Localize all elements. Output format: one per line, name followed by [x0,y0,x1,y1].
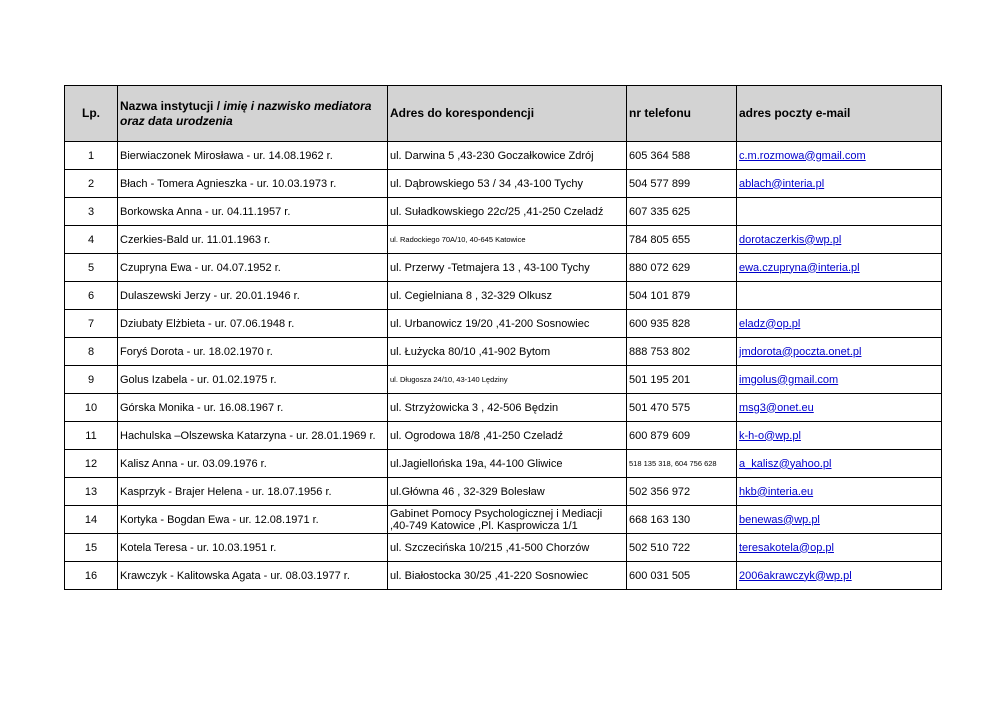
row-phone: 600 031 505 [627,562,737,590]
table-row [65,226,942,254]
table-row [65,310,942,338]
row-lp: 14 [65,506,118,534]
email-link[interactable]: jmdorota@poczta.onet.pl [739,345,862,358]
row-name: Golus Izabela - ur. 01.02.1975 r. [118,366,388,394]
row-name: Dziubaty Elżbieta - ur. 07.06.1948 r. [118,310,388,338]
row-lp: 15 [65,534,118,562]
table-row [65,506,942,534]
row-phone: 605 364 588 [627,142,737,170]
row-address: ul. Łużycka 80/10 ,41-902 Bytom [388,338,627,366]
row-phone: 607 335 625 [627,198,737,226]
row-phone: 600 935 828 [627,310,737,338]
row-email-cell [737,534,942,562]
row-name: Foryś Dorota - ur. 18.02.1970 r. [118,338,388,366]
row-phone: 502 510 722 [627,534,737,562]
header-phone: nr telefonu [627,86,737,142]
header-lp: Lp. [65,86,118,142]
row-name: Kotela Teresa - ur. 10.03.1951 r. [118,534,388,562]
email-link[interactable]: hkb@interia.eu [739,485,814,498]
table-row [65,450,942,478]
row-lp: 12 [65,450,118,478]
email-link[interactable]: a_kalisz@yahoo.pl [739,457,832,470]
email-link[interactable]: 2006akrawczyk@wp.pl [739,569,852,582]
row-lp: 8 [65,338,118,366]
header-row [65,86,942,142]
header-name-plain: Nazwa instytucji / [120,98,224,113]
table-row [65,338,942,366]
row-email-cell [737,478,942,506]
row-lp: 16 [65,562,118,590]
row-email-cell [737,366,942,394]
row-name: Kalisz Anna - ur. 03.09.1976 r. [118,450,388,478]
table-row [65,366,942,394]
table-row [65,282,942,310]
email-link[interactable]: teresakotela@op.pl [739,541,834,554]
row-address: ul. Strzyżowicka 3 , 42-506 Będzin [388,394,627,422]
row-phone: 668 163 130 [627,506,737,534]
row-lp: 9 [65,366,118,394]
row-phone: 880 072 629 [627,254,737,282]
row-email-cell [737,394,942,422]
row-lp: 7 [65,310,118,338]
row-email-cell [737,338,942,366]
mediators-table [64,85,942,590]
table-row [65,534,942,562]
row-address: ul. Dąbrowskiego 53 / 34 ,43-100 Tychy [388,170,627,198]
row-email-cell [737,282,942,310]
row-lp: 2 [65,170,118,198]
row-address: ul.Jagiellońska 19a, 44-100 Gliwice [388,450,627,478]
row-phone: 888 753 802 [627,338,737,366]
row-email-cell [737,254,942,282]
table-row [65,422,942,450]
table-row [65,198,942,226]
row-phone: 502 356 972 [627,478,737,506]
email-link[interactable]: eladz@op.pl [739,317,801,330]
row-phone: 518 135 318, 604 756 628 [627,450,737,478]
row-name: Kortyka - Bogdan Ewa - ur. 12.08.1971 r. [118,506,388,534]
row-phone: 501 195 201 [627,366,737,394]
email-link[interactable]: ewa.czupryna@interia.pl [739,261,860,274]
email-link[interactable]: k-h-o@wp.pl [739,429,801,442]
row-address: ul. Urbanowicz 19/20 ,41-200 Sosnowiec [388,310,627,338]
row-email-cell [737,506,942,534]
row-address: ul. Radockiego 70A/10, 40-645 Katowice [388,226,627,254]
row-phone: 600 879 609 [627,422,737,450]
row-lp: 5 [65,254,118,282]
row-email-cell [737,142,942,170]
row-address: ul. Białostocka 30/25 ,41-220 Sosnowiec [388,562,627,590]
header-name-italic: imię i nazwisko mediatora oraz data urodzenia [120,98,372,128]
row-address: ul. Ogrodowa 18/8 ,41-250 Czeladź [388,422,627,450]
row-lp: 1 [65,142,118,170]
table-row [65,394,942,422]
row-name: Krawczyk - Kalitowska Agata - ur. 08.03.1977 r. [118,562,388,590]
row-name: Dulaszewski Jerzy - ur. 20.01.1946 r. [118,282,388,310]
row-email-cell [737,562,942,590]
row-lp: 13 [65,478,118,506]
row-name: Bierwiaczonek Mirosława - ur. 14.08.1962 r. [118,142,388,170]
email-link[interactable]: c.m.rozmowa@gmail.com [739,149,866,162]
table-row [65,562,942,590]
email-link[interactable]: ablach@interia.pl [739,177,825,190]
row-address: ul. Przerwy -Tetmajera 13 , 43-100 Tychy [388,254,627,282]
row-name: Czerkies-Bald ur. 11.01.1963 r. [118,226,388,254]
row-email-cell [737,450,942,478]
row-lp: 4 [65,226,118,254]
row-name: Borkowska Anna - ur. 04.11.1957 r. [118,198,388,226]
row-address: ul. Cegielniana 8 , 32-329 Olkusz [388,282,627,310]
table-row [65,254,942,282]
email-link[interactable]: benewas@wp.pl [739,513,820,526]
email-link[interactable]: dorotaczerkis@wp.pl [739,233,842,246]
row-email-cell [737,170,942,198]
row-name: Czupryna Ewa - ur. 04.07.1952 r. [118,254,388,282]
row-email-cell [737,198,942,226]
row-address: ul.Główna 46 , 32-329 Bolesław [388,478,627,506]
row-lp: 3 [65,198,118,226]
row-address: ul. Darwina 5 ,43-230 Goczałkowice Zdrój [388,142,627,170]
row-lp: 6 [65,282,118,310]
row-name: Kasprzyk - Brajer Helena - ur. 18.07.1956 r. [118,478,388,506]
table-row [65,478,942,506]
row-address: ul. Szczecińska 10/215 ,41-500 Chorzów [388,534,627,562]
row-name: Błach - Tomera Agnieszka - ur. 10.03.1973 r. [118,170,388,198]
email-link[interactable]: msg3@onet.eu [739,401,814,414]
row-lp: 10 [65,394,118,422]
table-row [65,170,942,198]
row-phone: 784 805 655 [627,226,737,254]
row-name: Górska Monika - ur. 16.08.1967 r. [118,394,388,422]
row-email-cell [737,310,942,338]
row-address: ul. Suładkowskiego 22c/25 ,41-250 Czeladź [388,198,627,226]
header-address: Adres do korespondencji [388,86,627,142]
row-phone: 504 101 879 [627,282,737,310]
email-link[interactable]: imgolus@gmail.com [739,373,839,386]
row-name: Hachulska –Olszewska Katarzyna - ur. 28.01.1969 r. [118,422,388,450]
row-email-cell [737,422,942,450]
row-email-cell [737,226,942,254]
row-address: ul. Długosza 24/10, 43-140 Lędziny [388,366,627,394]
header-email: adres poczty e-mail [737,86,942,142]
row-phone: 504 577 899 [627,170,737,198]
header-name [118,86,388,142]
row-lp: 11 [65,422,118,450]
row-address: Gabinet Pomocy Psychologicznej i Mediacji ,40-749 Katowice ,Pl. Kasprowicza 1/1 [388,506,627,534]
table-row [65,142,942,170]
row-phone: 501 470 575 [627,394,737,422]
